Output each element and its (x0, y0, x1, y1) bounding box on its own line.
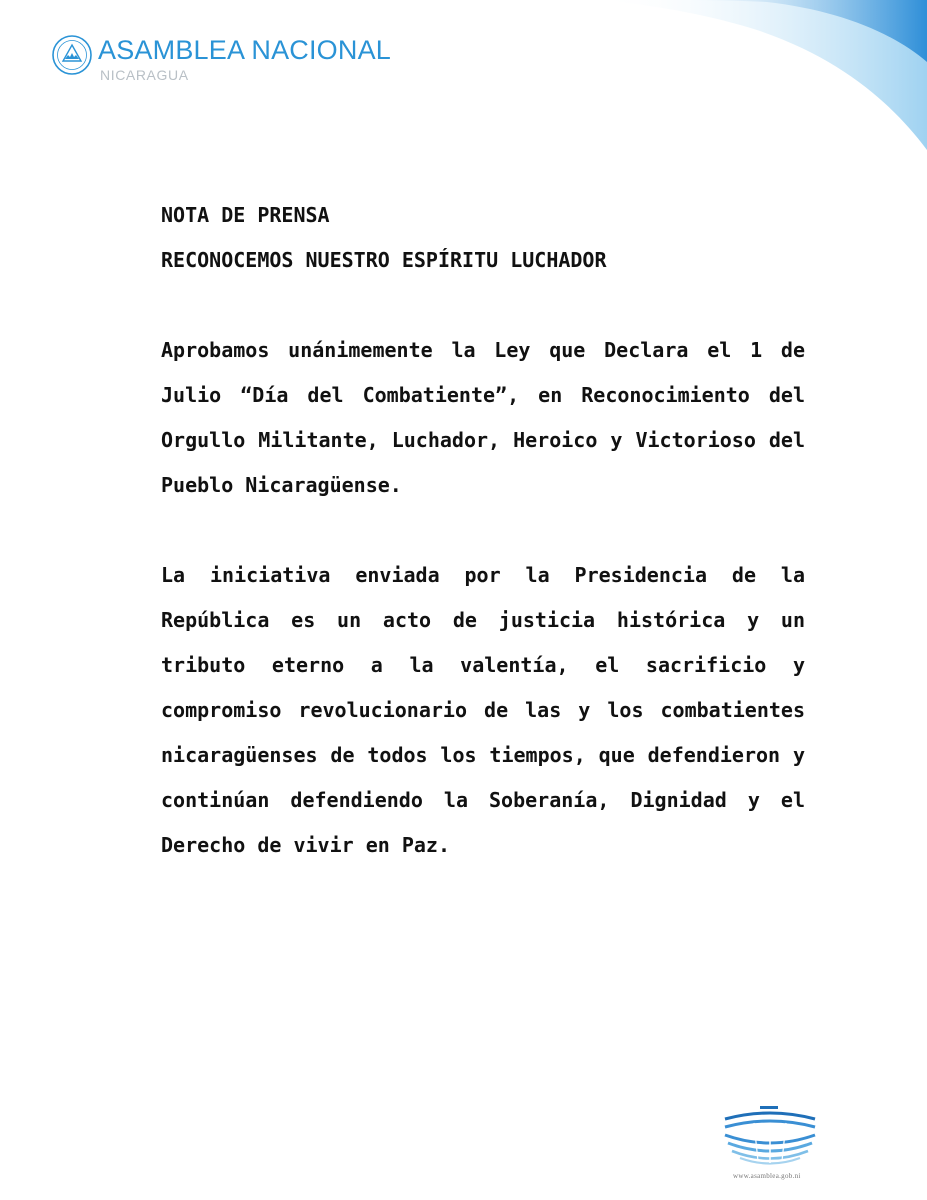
website-link[interactable]: www.asamblea.gob.ni (733, 1172, 801, 1180)
organization-name: ASAMBLEA NACIONAL (98, 35, 392, 65)
corner-swoosh-decoration (597, 0, 927, 150)
nicaragua-coat-of-arms-icon (52, 35, 92, 75)
press-note-label: NOTA DE PRENSA (161, 203, 330, 227)
body-paragraph: La iniciativa enviada por la Presidencia de la República es un acto de justicia histórica y un tributo eterno a la valentía, el sacrificio y compromiso revolucionario de las y los combatientes nicaragüenses de todos los tiempos, que defendieron y continúan defendiendo la Soberanía, Dignidad y el Derecho de vivir en Paz. (161, 563, 805, 857)
organization-country: NICARAGUA (100, 67, 189, 83)
brand-block (98, 33, 391, 83)
assembly-chamber-icon (720, 1103, 820, 1169)
press-note-headline: RECONOCEMOS NUESTRO ESPÍRITU LUCHADOR (161, 248, 607, 272)
press-note (161, 193, 805, 868)
body-paragraph: Aprobamos unánimemente la Ley que Declara el 1 de Julio “Día del Combatiente”, en Reconocimiento del Orgullo Militante, Luchador, Heroico y Victorioso del Pueblo Nicaragüense. (161, 338, 805, 497)
letterhead (52, 33, 391, 83)
